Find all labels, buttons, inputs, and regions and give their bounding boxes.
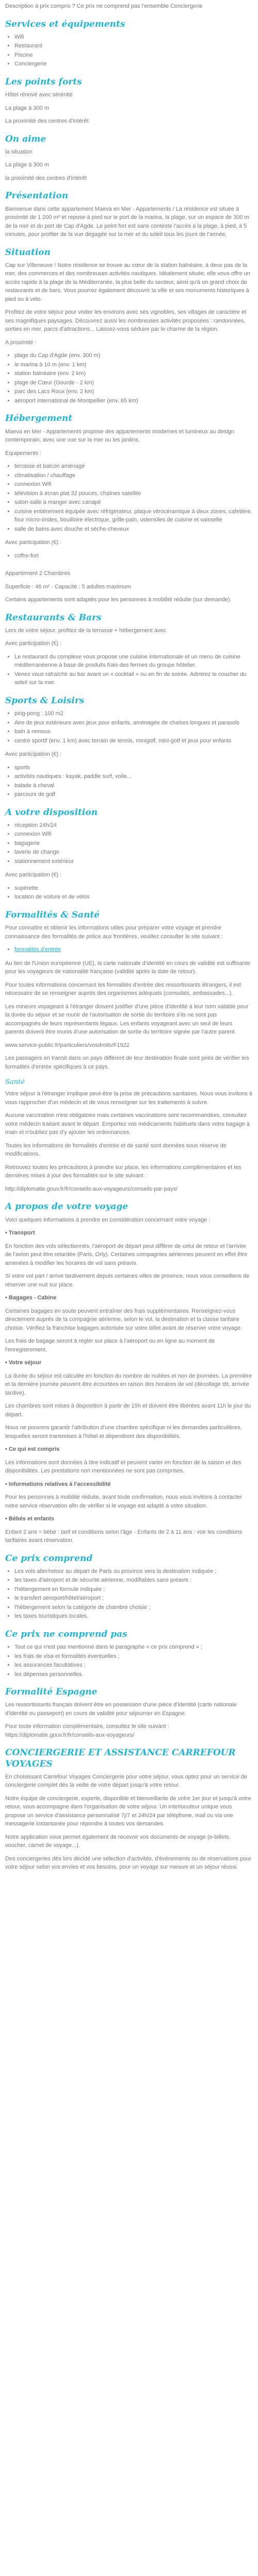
- list-item: • les frais de visa et formalités éventuelles ;: [14, 1652, 253, 1661]
- intro-text: Description à prix compris ? Ce prix ne comprend pas l'ensemble Conciergerie: [5, 3, 203, 9]
- apropos-heading: A propos de votre voyage: [5, 1201, 128, 1212]
- list-item: • l'hébergement en formule indiquée ;: [14, 1585, 253, 1594]
- list-item: • balade à cheval: [14, 782, 253, 790]
- conciergerie-text-4: Des conciergeries dès lors décidé une sélection d'activités, d'événements ou de réservations pour votre séjour selon vos envies et vos besoins, pour un voyage sur mesure et un séjour réussi.: [5, 1855, 251, 1871]
- prix-ne-comprend-list: [5, 1643, 253, 1679]
- avec-participation-label: Avec participation (€) :: [5, 751, 62, 757]
- bagages-text-2: Les frais de bagage seront à régler sur place à l'aéroport ou en ligne au moment de l'enregistrement.: [5, 1338, 215, 1353]
- votre-sejour-text: La durée du séjour est calculée en fonction du nombre de nuitées et non de journées. La première et la dernière journée peuvent être écourtées en raison des horaires de vol (décollage tôt, arrivée tardive).: [5, 1372, 252, 1396]
- services-heading: Services et équipements: [5, 19, 125, 29]
- list-item: • parcours de golf: [14, 790, 253, 799]
- formalites-heading: Formalités & Santé: [5, 909, 100, 920]
- proximite-label: A proximité :: [5, 339, 37, 346]
- equipements-label: Equipements :: [5, 450, 42, 456]
- list-item: • les dépenses personnelles.: [14, 1670, 253, 1679]
- enfant-text: Enfant 2 ans = bébé : tarif et conditions selon l'âge - Enfants de 2 à 11 ans : voir les conditions tarifaires avant réservation.: [5, 1529, 242, 1544]
- list-item: • Piscine: [14, 51, 253, 60]
- spacer: [5, 565, 253, 569]
- formalite-espagne-heading: Formalité Espagne: [5, 1687, 98, 1697]
- avec-participation-label: Avec participation (€) :: [5, 640, 62, 647]
- formalites-text-4: Les mineurs voyageant à l'étranger doivent justifier d'une pièce d'identité à leur nom valable pour la durée du séjour et se munir de l'autorisation de sortie du territoire s'ils ne sont pas accompagnés de leurs représentants légaux. Les enfants voyageant avec un seul de leurs parents doivent être munis d'une autorisation de sortie du territoire signée par l'autre parent.: [5, 1003, 249, 1035]
- list-item: • connexion Wifi: [14, 830, 253, 839]
- sports-list: [5, 709, 253, 745]
- points-forts-item: La proximité des centres d'intérêt: [5, 118, 89, 124]
- transport-text: En fonction des vols sélectionnés, l'aéroport de départ peut différer de celui de retour et l'arrivée de l'avion peut être retardée (Paris, Orly). Certaines compagnies aériennes peuvent en effet être amenées à modifier les horaires de vol sans préavis.: [5, 1243, 248, 1266]
- bagages-label: • Bagages - Cabine: [5, 1295, 57, 1301]
- formalites-link[interactable]: formalités d'entrée: [14, 946, 61, 953]
- avec-participation-list: [5, 552, 253, 561]
- list-item: • supérette: [14, 884, 253, 893]
- on-aime-item: La plage à 300 m: [5, 162, 50, 168]
- list-item: • salle de bains avec douche et sèche-cheveux: [14, 525, 253, 534]
- restaurants-text: Lors de votre séjour, profitez de la terrasse + hébergement avec: [5, 627, 167, 634]
- compris-label: • Ce qui est compris: [5, 1446, 60, 1452]
- accessibilite-label: • Informations relatives à l'accessibilité: [5, 1481, 111, 1487]
- list-item: • sports: [14, 764, 253, 772]
- enfant-label: • Bébés et enfants: [5, 1516, 54, 1522]
- formalite-espagne-text-2: Pour toute information complémentaire, consultez le site suivant : https://diplomatie.gouv.fr/fr/conseils-aux-voyageurs/: [5, 1723, 169, 1738]
- prix-comprend-heading: Ce prix comprend: [5, 1553, 93, 1564]
- sante-text-2: Aucune vaccination n'est obligatoire mais certaines vaccinations sont recommandées, consultez votre médecin traitant avant le départ. Emportez vos médicaments habituels dans votre bagage à main et n'oubliez pas d'y ajouter les ordonnances.: [5, 1112, 250, 1136]
- disposition-heading: A votre disposition: [5, 807, 98, 818]
- list-item: • cuisine entièrement équipée avec réfrigérateur, plaque vitrocéramique à deux zones, cafetière, four micro-ondes, bouilloire électrique, grille-pain, ustensiles de cuisine et vaisselle: [14, 507, 253, 524]
- on-aime-item: la proximité des centres d'intérêt: [5, 175, 87, 181]
- formalites-text-3: Pour toutes informations concernant les formalités d'entrée des ressortissants étrangers, il est nécessaire de se renseigner auprès des organismes adéquats (consulats, ambassades...).: [5, 981, 241, 996]
- presentation-text: Bienvenue dans cette appartement Maeva en Mer - Appartements / La résidence est située à proximité de 1 200 m² et repose à pied sur le port de la marina, la plage, sur un espace de 300 m de la mer et du port de Cap d'Agde. Le point fort est sans conteste l'accès à la plage, à pied, à 5 minutes, pour profiter de la vue dégagée sur la mer et du soleil tous les jours de l'année.: [5, 206, 249, 238]
- sante-text-3: Toutes les informations de formalités d'entrée et de santé sont données sous réserve de modifications.: [5, 1142, 227, 1158]
- list-item: • bain à remous: [14, 727, 253, 736]
- list-item: • Restaurant: [14, 42, 253, 50]
- transport-label: • Transport: [5, 1230, 35, 1236]
- prix-ne-comprend-heading: Ce prix ne comprend pas: [5, 1629, 127, 1639]
- list-item: • salon-salle à manger avec canapé: [14, 498, 253, 507]
- list-item: • Wifi: [14, 33, 253, 42]
- list-item: • location de voiture et de vélos: [14, 893, 253, 902]
- disposition-list: [5, 821, 253, 866]
- situation-text: Cap sur Villeneuve ! Notre résidence se trouve au cœur de la station balnéaire, à deux pas de la mer, des commerces et des nombreuses activités nautiques. Idéalement située, elle vous offre un accès rapide à la plage de la Méditerranée, la plus belle du secteur, ainsi qu'à un grand choix de restaurants et de bars. Vous pourrez également découvrir la ville et ses monuments historiques à pied ou à vélo.: [5, 262, 250, 302]
- list-item: • Aire de jeux extérieure avec jeux pour enfants, aménagée de chaises longues et parasols: [14, 719, 253, 727]
- list-item: • Conciergerie: [14, 60, 253, 69]
- on-aime-item: la situation: [5, 148, 33, 155]
- list-item: • Les vols aller/retour au départ de Paris ou province vers la destination indiquée ;: [14, 1567, 253, 1576]
- formalites-link-service-public[interactable]: www.service-public.fr/particuliers/vosdroits/F1922: [5, 1042, 130, 1048]
- situation-text-2: Profitez de votre séjour pour visiter les environs avec ses vignobles, ses villages de caractère et ses magnifiques paysages. Découvrez aussi les nombreuses activités proposées : randonnées, sorties en mer, parcs d'attractions... Laissez-vous séduire par le charme de la région.: [5, 309, 247, 333]
- list-item: • le marina à 10 m (env. 1 km): [14, 361, 253, 369]
- accessibilite-text: Pour les personnes à mobilité réduite, avant toute confirmation, nous vous invitons à contacter notre service réservation afin de vérifier si le voyage est adapté à votre situation.: [5, 1494, 243, 1509]
- restaurants-heading: Restaurants & Bars: [5, 612, 102, 623]
- votre-sejour-text-2: Les chambres sont mises à disposition à partir de 15h et doivent être libérées avant 11h le jour du départ.: [5, 1403, 251, 1418]
- conciergerie-text-2: Notre équipe de conciergerie, experte, disponible et bienveillante de votre 1er jour et jusqu'à votre retour, vous accompagne dans l'organisation de votre séjour. Un interlocuteur unique vous propose un service d'assistance personnalisé 7j/7 et 24h/24 par téléphone, mail ou via une messagerie instantanée pour répondre à toutes vos demandes.: [5, 1795, 251, 1827]
- list-item: • Venez vous rafraîchir au bar avant un « cocktail » ou en fin de soirée. Admirez le coucher du soleil sur la mer.: [14, 670, 253, 687]
- list-item: • laverie de change: [14, 848, 253, 857]
- sports-list-2: [5, 764, 253, 799]
- list-item: • les assurances facultatives ;: [14, 1661, 253, 1670]
- transport-text-2: Si votre vol part / arrive tardivement depuis certaines villes de province, nous vous conseillons de réserver une nuit sur place.: [5, 1273, 250, 1288]
- list-item: • les taxes touristiques locales.: [14, 1612, 253, 1621]
- sante-text-4: Retrouvez toutes les précautions à prendre sur place, les informations complémentaires et les dernières mises à jour des formalités sur le site suivant :: [5, 1164, 241, 1179]
- list-item: • plage de Cœur (Gourde - 2 km): [14, 379, 253, 387]
- conciergerie-heading: CONCIERGERIE ET ASSISTANCE CARREFOUR VOYAGES: [5, 1748, 236, 1769]
- list-item: • climatisation / chauffage: [14, 471, 253, 480]
- proximite-list: [5, 351, 253, 405]
- list-item: • stationnement extérieur: [14, 857, 253, 866]
- appartement-label: Appartement 2 Chambres: [5, 570, 70, 577]
- list-item: • télévision à écran plat 32 pouces, chaînes satellite: [14, 489, 253, 498]
- presentation-heading: Présentation: [5, 191, 69, 201]
- sante-link[interactable]: http://diplomatie.gouv.fr/fr/conseils-aux-voyageurs/conseils-par-pays/: [5, 1185, 178, 1192]
- restaurants-list: [5, 653, 253, 687]
- formalite-espagne-text: Les ressortissants français doivent être en possession d'une pièce d'identité (carte nationale d'identité ou passeport) en cours de validité pour séjourner en Espagne.: [5, 1702, 237, 1717]
- list-item: [14, 945, 253, 954]
- votre-sejour-text-3: Nous ne pouvons garantir l'attribution d'une chambre spécifique ni les demandes particulières, lesquelles seront transmises à l'hôtel et dépendront des disponibilités.: [5, 1425, 242, 1439]
- formalites-list: [5, 945, 253, 954]
- list-item: • plage du Cap d'Agde (env. 300 m): [14, 351, 253, 360]
- conciergerie-text-3: Notre application vous permet également de recevoir vos documents de voyage (e-billets, voucher, carnet de voyage...).: [5, 1834, 231, 1849]
- compris-text: Les informations sont données à titre indicatif et peuvent varier en fonction de la saison et des disponibilités. Les prestations non mentionnées ne sont pas comprises.: [5, 1459, 241, 1474]
- votre-sejour-label: • Votre séjour: [5, 1360, 42, 1366]
- points-forts-item: Hôtel rénové avec sérénité: [5, 92, 73, 98]
- list-item: • Tout ce qui n'est pas mentionné dans le paragraphe « ce prix comprend » ;: [14, 1643, 253, 1652]
- appartement-note: Certains appartements sont adaptés pour les personnes à mobilité réduite (sur demande).: [5, 597, 232, 603]
- list-item: • l'hébergement selon la catégorie de chambre choisie ;: [14, 1603, 253, 1612]
- situation-heading: Situation: [5, 247, 51, 258]
- formalites-text: Pour connaître et obtenir les informations utiles pour préparer votre voyage et prendre connaissance des formalités de police aux frontières, veuillez consulter le site suivant :: [5, 925, 223, 940]
- services-list: [5, 33, 253, 69]
- list-item: • parc des Lacs Roux (env. 2 km): [14, 387, 253, 396]
- formalites-text-6: Les passagers en transit dans un pays différent de leur destination finale sont priés de vérifier les formalités d'entrée spécifiques à ce pays.: [5, 1055, 249, 1070]
- list-item: • terrasse et balcon aménagé: [14, 462, 253, 471]
- bagages-text: Certaines bagages en soute peuvent entraîner des frais supplémentaires. Renseignez-vous directement auprès de la compagnie aérienne, selon le vol, la destination et la classe tarifaire choisie. Vérifiez la franchise bagages autorisée sur votre billet avant de réserver votre voyage.: [5, 1308, 243, 1331]
- avec-participation-label: Avec participation (€) :: [5, 872, 62, 878]
- spacer: [5, 1876, 253, 1885]
- sports-heading: Sports & Loisirs: [5, 695, 85, 706]
- list-item: • station balnéaire (env. 2 km): [14, 369, 253, 378]
- conciergerie-text: En choisissant Carrefour Voyages Conciergerie pour votre séjour, vous optez pour un service de conciergerie complet dès la veille de votre départ jusqu'à votre retour.: [5, 1773, 247, 1789]
- list-item: • activités nautiques : kayak, paddle surf, voile...: [14, 772, 253, 781]
- disposition-list-2: [5, 884, 253, 902]
- list-item: • coffre-fort: [14, 552, 253, 561]
- sante-heading: Santé: [5, 1078, 25, 1086]
- list-item: • les taxes d'aéroport et de sécurité aérienne, modifiables sans préavis ;: [14, 1576, 253, 1585]
- list-item: • bagagerie: [14, 839, 253, 848]
- list-item: • aéroport international de Montpellier (env. 65 km): [14, 397, 253, 405]
- sante-text: Votre séjour à l'étranger implique peut-être la prise de précautions sanitaires. Nous vous invitons à vous rapprocher d'un médecin et de vous renseigner sur les traitements à suivre.: [5, 1091, 253, 1106]
- list-item: • le transfert aéroport/hôtel/aéroport ;: [14, 1594, 253, 1603]
- list-item: • centre sportif (env. 1 km) avec terrain de tennis, minigolf, mini-golf et jeux pour enfants: [14, 737, 253, 745]
- on-aime-heading: On aime: [5, 133, 46, 144]
- points-forts-heading: Les points forts: [5, 76, 82, 87]
- list-item: • connexion Wifi: [14, 480, 253, 489]
- apropos-text: Voici quelques informations à prendre en considération concernant votre voyage :: [5, 1216, 211, 1223]
- formalites-text-2: Au lien de l'Union européenne (UE), la carte nationale d'identité en cours de validité est suffisante pour les voyageurs de nationalité française (validité après la date de retour).: [5, 960, 250, 975]
- list-item: • ping-pong : 100 m2: [14, 709, 253, 718]
- equipements-list: [5, 462, 253, 533]
- hebergement-heading: Hébergement: [5, 413, 73, 424]
- list-item: • Le restaurant du complexe vous propose une cuisine internationale et un menu de cuisine méditerranéenne à base de produits frais des fermes du groupe hôtelier.: [14, 653, 253, 670]
- list-item: • réception 24h/24: [14, 821, 253, 830]
- prix-comprend-list: [5, 1567, 253, 1621]
- points-forts-item: La plage à 300 m: [5, 105, 50, 111]
- appartement-detail: Superficie : 46 m² - Capacité : 5 adultes maximum: [5, 583, 131, 590]
- hebergement-text: Maeva en Mer - Appartements propose des appartements modernes et lumineux au design contemporain, avec une vue sur la mer ou les jardins.: [5, 428, 234, 443]
- avec-participation-label: Avec participation (€) :: [5, 539, 62, 546]
